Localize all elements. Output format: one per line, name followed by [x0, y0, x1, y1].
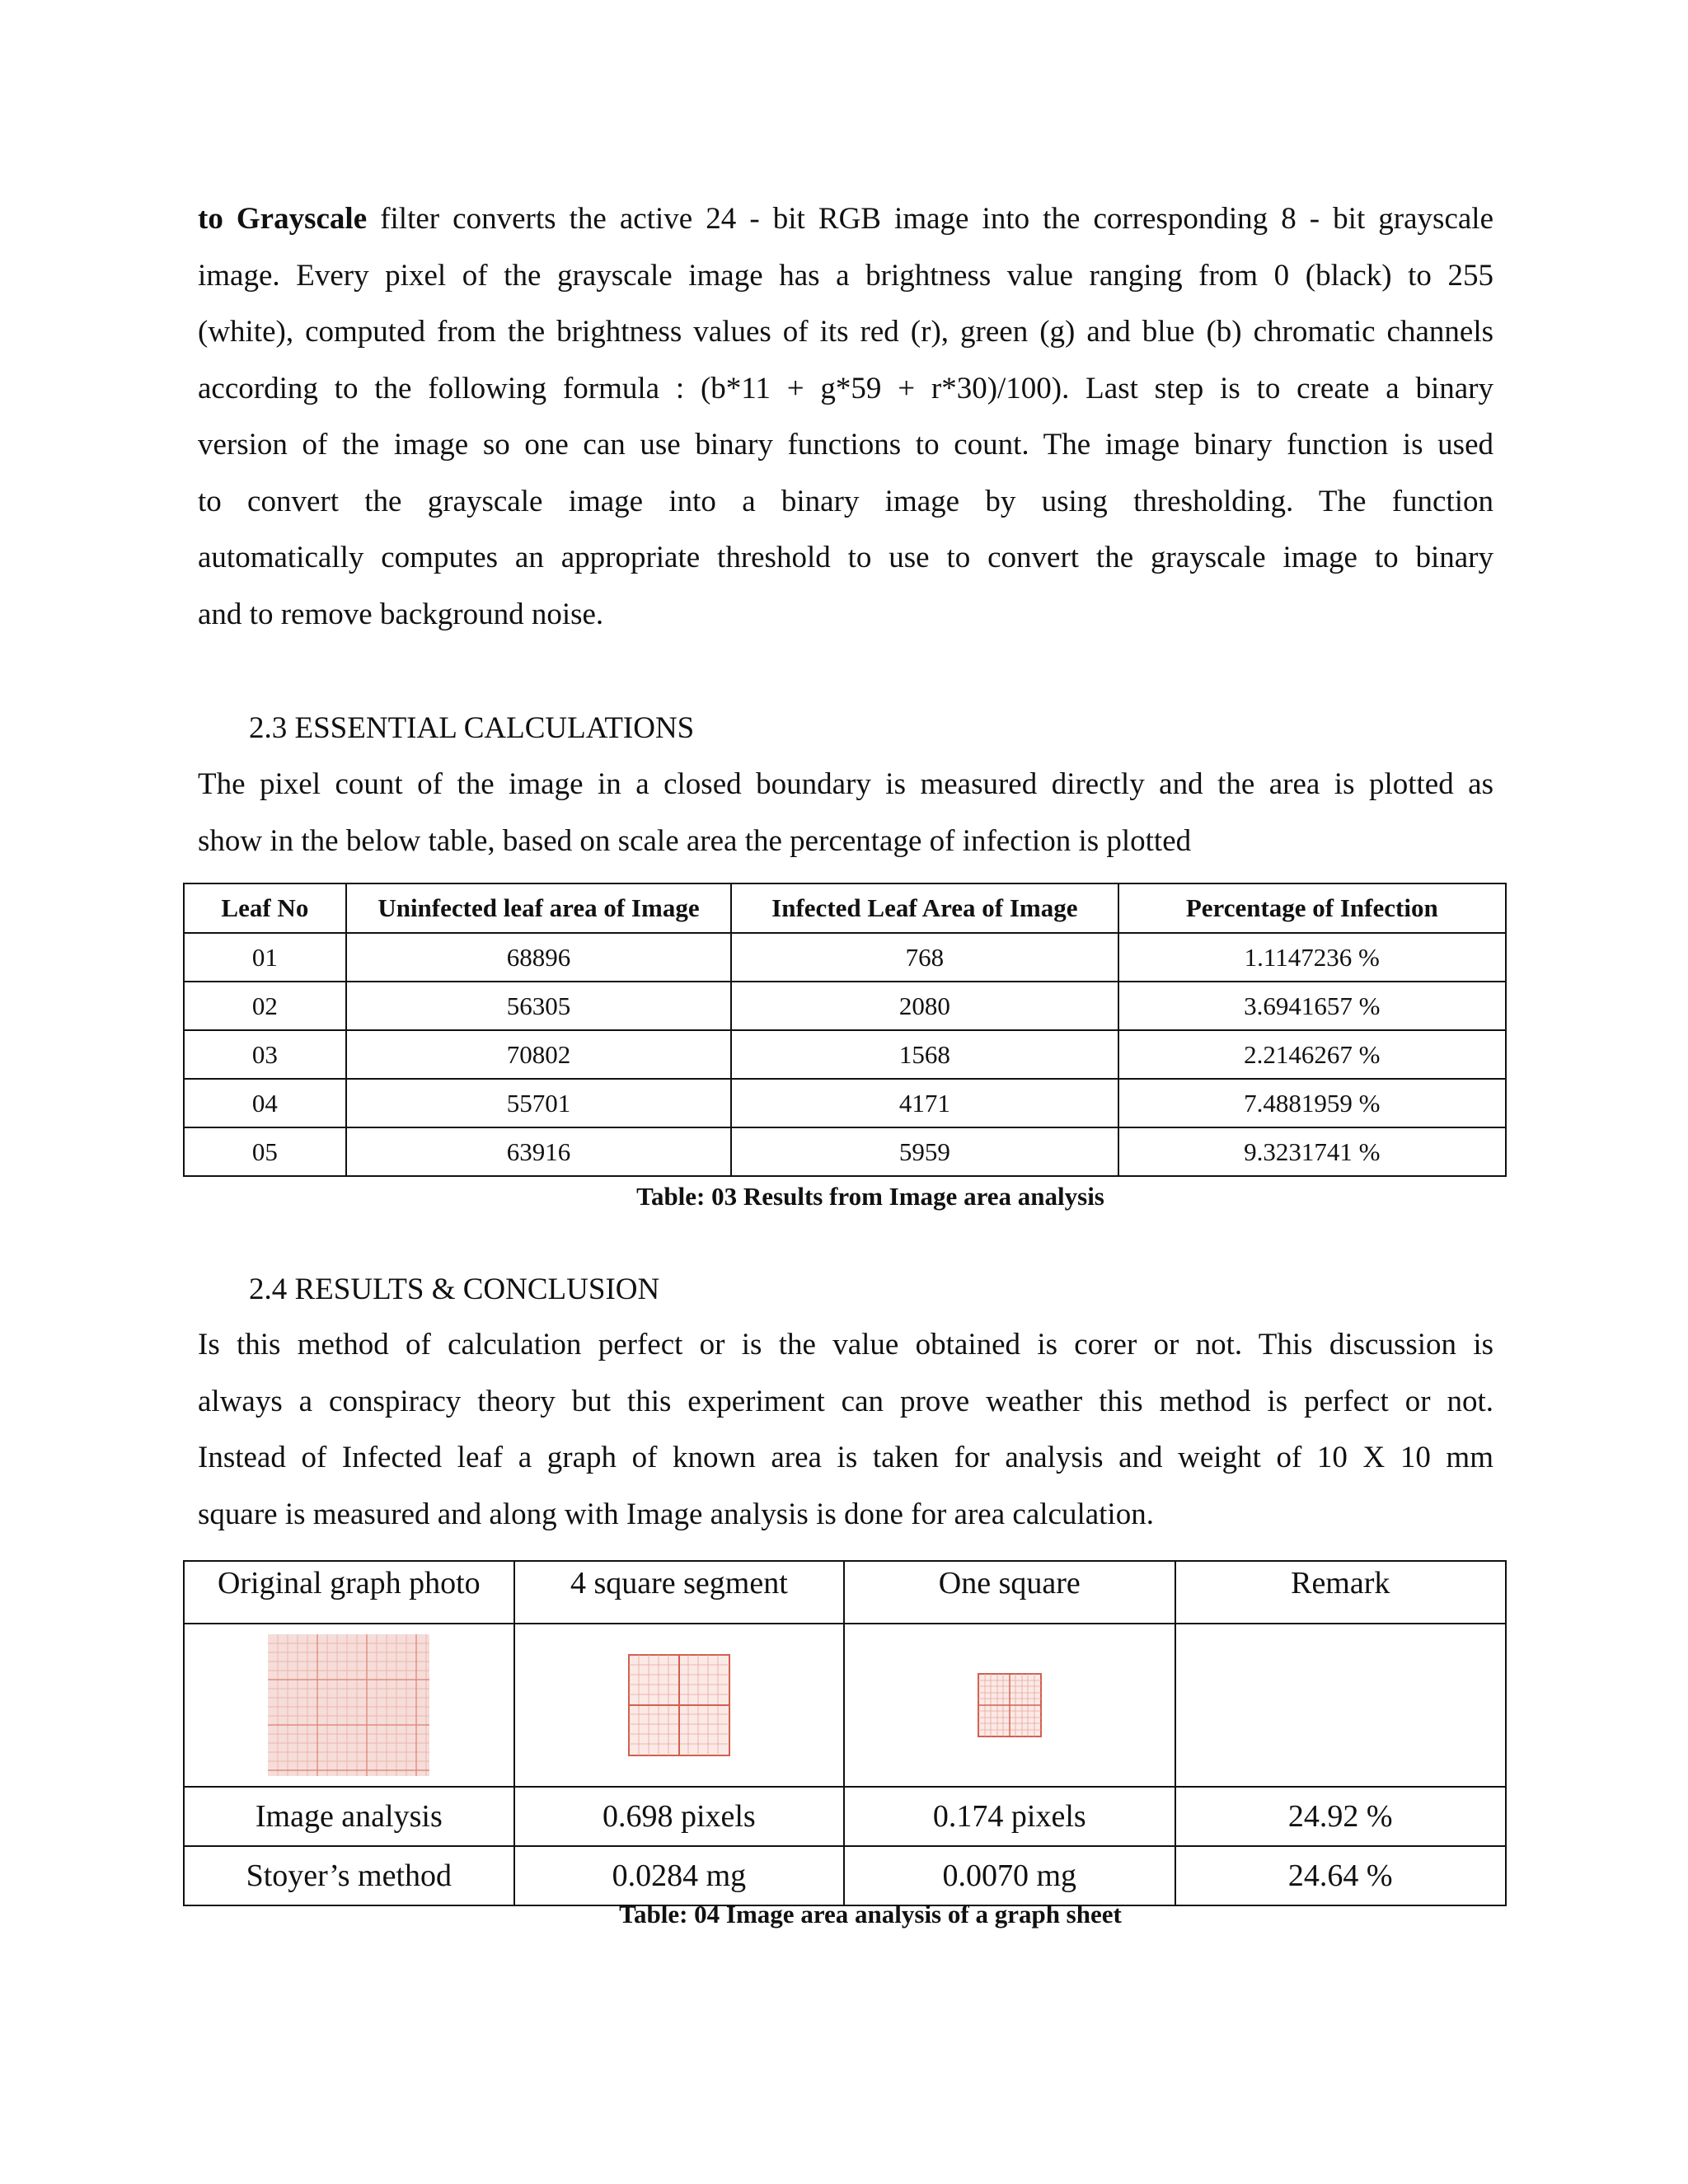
table-row [184, 933, 1506, 982]
section-2-3-paragraph [198, 757, 1493, 869]
one-square-cell [844, 1624, 1175, 1787]
table-03 [183, 883, 1507, 1177]
four-square-segment-photo [628, 1654, 730, 1756]
remark-image-cell [1175, 1624, 1507, 1787]
table-row [184, 1846, 1506, 1905]
intro-line-7: automatically computes an appropriate threshold to use to convert the grayscale image to binary [198, 541, 1493, 574]
intro-line-8: and to remove background noise. [198, 597, 604, 631]
section-2-3-line-2: show in the below table, based on scale area the percentage of infection is plotted [198, 823, 1192, 858]
section-2-4-paragraph [198, 1317, 1493, 1543]
section-2-4-line-3: Instead of Infected leaf a graph of known area is taken for analysis and weight of 10 X 10 mm [198, 1441, 1493, 1474]
intro-line-3: (white), computed from the brightness values of its red (r), green (g) and blue (b) chromatic channels [198, 315, 1493, 349]
table-row [184, 1787, 1506, 1846]
intro-line-5: version of the image so one can use binary functions to count. The image binary function is used [198, 428, 1493, 462]
table-04-header-row [184, 1561, 1506, 1624]
intro-line-4: according to the following formula : (b*11 + g*59 + r*30)/100). Last step is to create a binary [198, 371, 1493, 405]
intro-line-2: image. Every pixel of the grayscale image has a brightness value ranging from 0 (black) to 255 [198, 258, 1493, 293]
section-2-4-line-1: Is this method of calculation perfect or is the value obtained is corer or not. This discussion is [198, 1328, 1493, 1361]
section-2-3-line-1: The pixel count of the image in a closed boundary is measured directly and the area is plotted as [198, 767, 1493, 801]
table-cell: 0.698 pixels [514, 1787, 844, 1846]
intro-paragraph [198, 191, 1493, 643]
table-cell: 05 [184, 1127, 346, 1176]
table-03-header-percentage: Percentage of Infection [1118, 883, 1506, 933]
table-cell: 7.4881959 % [1118, 1079, 1506, 1127]
table-cell: 68896 [346, 933, 731, 982]
table-04-header-one-square: One square [844, 1561, 1175, 1624]
table-row [184, 1127, 1506, 1176]
table-cell: 0.174 pixels [844, 1787, 1175, 1846]
table-03-header-infected: Infected Leaf Area of Image [731, 883, 1118, 933]
table-cell: 03 [184, 1030, 346, 1079]
table-cell: 55701 [346, 1079, 731, 1127]
section-2-4-line-4: square is measured and along with Image analysis is done for area calculation. [198, 1497, 1154, 1531]
table-03-caption: Table: 03 Results from Image area analysis [636, 1182, 1104, 1211]
table-cell: 4171 [731, 1079, 1118, 1127]
table-04-header-original: Original graph photo [184, 1561, 514, 1624]
table-cell: 0.0284 mg [514, 1846, 844, 1905]
section-2-3-heading: 2.3 ESSENTIAL CALCULATIONS [249, 711, 695, 745]
table-cell: 1568 [731, 1030, 1118, 1079]
one-square-photo [978, 1673, 1042, 1737]
table-04-caption: Table: 04 Image area analysis of a graph sheet [619, 1900, 1122, 1929]
table-cell: 24.64 % [1175, 1846, 1507, 1905]
section-2-4-line-2: always a conspiracy theory but this experiment can prove weather this method is perfect or not. [198, 1384, 1493, 1418]
table-cell: 768 [731, 933, 1118, 982]
table-cell: Stoyer’s method [184, 1846, 514, 1905]
table-cell: 0.0070 mg [844, 1846, 1175, 1905]
table-cell: 04 [184, 1079, 346, 1127]
table-row [184, 1079, 1506, 1127]
intro-line-6: to convert the grayscale image into a binary image by using thresholding. The function [198, 484, 1493, 518]
original-graph-photo-cell [184, 1624, 514, 1787]
grayscale-term: to Grayscale [198, 202, 368, 236]
table-04 [183, 1560, 1507, 1906]
table-04-header-remark: Remark [1175, 1561, 1507, 1624]
graph-paper-background [268, 1634, 429, 1776]
table-cell: 5959 [731, 1127, 1118, 1176]
original-graph-photo [268, 1634, 429, 1776]
table-cell: 56305 [346, 982, 731, 1030]
table-cell: 02 [184, 982, 346, 1030]
section-2-4-heading: 2.4 RESULTS & CONCLUSION [249, 1272, 660, 1306]
table-cell: 2080 [731, 982, 1118, 1030]
table-03-header-row [184, 883, 1506, 933]
table-cell: 24.92 % [1175, 1787, 1507, 1846]
table-cell: 3.6941657 % [1118, 982, 1506, 1030]
intro-line-1: to Grayscale filter converts the active 24 ‐ bit RGB image into the corresponding 8 ‐ bit grayscale [198, 202, 1493, 236]
table-row [184, 1030, 1506, 1079]
four-square-segment-cell [514, 1624, 844, 1787]
table-cell: 63916 [346, 1127, 731, 1176]
table-row [184, 982, 1506, 1030]
table-cell: Image analysis [184, 1787, 514, 1846]
table-04-header-4-square: 4 square segment [514, 1561, 844, 1624]
table-cell: 70802 [346, 1030, 731, 1079]
table-04-image-row [184, 1624, 1506, 1787]
table-cell: 9.3231741 % [1118, 1127, 1506, 1176]
table-03-header-uninfected: Uninfected leaf area of Image [346, 883, 731, 933]
table-cell: 2.2146267 % [1118, 1030, 1506, 1079]
table-cell: 01 [184, 933, 346, 982]
table-cell: 1.1147236 % [1118, 933, 1506, 982]
table-03-header-leaf-no: Leaf No [184, 883, 346, 933]
